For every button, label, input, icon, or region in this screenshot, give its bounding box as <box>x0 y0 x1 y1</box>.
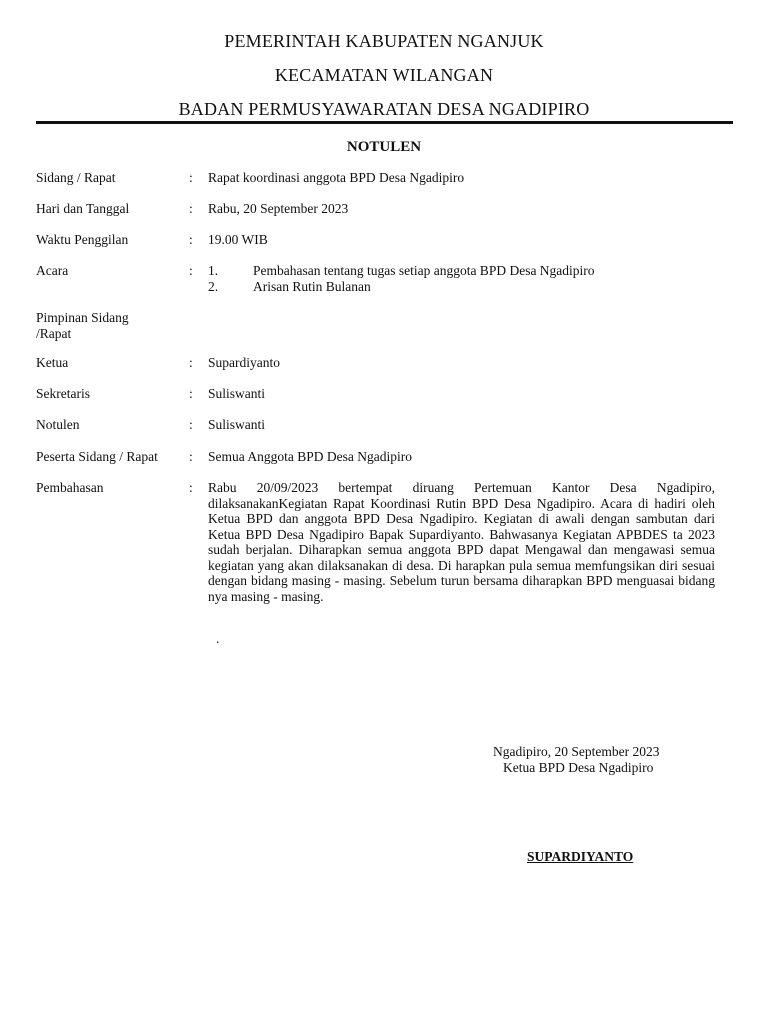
field-label: Ketua <box>36 355 69 370</box>
field-colon: : <box>189 386 193 401</box>
page-title: NOTULEN <box>346 139 422 155</box>
field-label: Pimpinan Sidang <box>36 310 129 325</box>
field-value: Suliswanti <box>208 417 266 432</box>
field-label: Sekretaris <box>36 386 90 401</box>
field-value: Supardiyanto <box>208 355 280 370</box>
agenda-number: 1. <box>208 263 219 278</box>
signature-place-date: Ngadipiro, 20 September 2023 <box>493 744 660 759</box>
field-colon: : <box>189 417 193 432</box>
field-value: 19.00 WIB <box>208 232 268 247</box>
header-institution: BADAN PERMUSYAWARATAN DESA NGADIPIRO <box>178 99 590 119</box>
trailing-dot: . <box>216 631 220 646</box>
field-colon: : <box>189 263 193 278</box>
agenda-number: 2. <box>208 279 219 294</box>
field-colon: : <box>189 480 193 495</box>
field-pembahasan <box>0 480 768 620</box>
field-value: Semua Anggota BPD Desa Ngadipiro <box>208 449 412 464</box>
agenda-item: Pembahasan tentang tugas setiap anggota BPD Desa Ngadipiro <box>253 263 595 278</box>
field-colon: : <box>189 355 193 370</box>
field-label: Pembahasan <box>36 480 104 495</box>
discussion-text: Rabu 20/09/2023 bertempat diruang Pertemuan Kantor Desa Ngadipiro, dilaksanakanKegiatan Rapat Koordinasi Rutin BPD Desa Ngadipiro. Acara di hadiri oleh Ketua BPD dan anggota BPD Desa Ngadipiro. Kegiatan di awali dengan sambutan dari Ketua BPD Desa Ngadipiro Bapak Supardiyanto. Bahwasanya Kegiatan APBDES ta 2023 sudah berjalan. Diharapkan semua anggota BPD dapat Mengawal dan mengawasi semua kegiatan yang akan dilaksanakan di desa. Di harapkan pula semua memfungsikan diri sesuai dengan bidang masing - masing. Sebelum turun bersama diharapkan BPD menguasai bidang nya masing - masing. <box>208 480 715 604</box>
field-label: Peserta Sidang / Rapat <box>36 449 158 464</box>
field-label: Hari dan Tanggal <box>36 201 130 216</box>
field-label: /Rapat <box>36 326 72 341</box>
field-label: Notulen <box>36 417 80 432</box>
field-colon: : <box>189 170 193 185</box>
agenda-item: Arisan Rutin Bulanan <box>253 279 371 294</box>
field-label: Acara <box>36 263 69 278</box>
field-label: Sidang / Rapat <box>36 170 116 185</box>
field-colon: : <box>189 232 193 247</box>
header-district: KECAMATAN WILANGAN <box>274 65 494 85</box>
field-value: Suliswanti <box>208 386 266 401</box>
header-divider <box>36 121 733 124</box>
field-colon: : <box>189 201 193 216</box>
signature-name: SUPARDIYANTO <box>527 849 634 864</box>
header-government: PEMERINTAH KABUPATEN NGANJUK <box>224 31 544 51</box>
signature-role: Ketua BPD Desa Ngadipiro <box>503 760 654 775</box>
field-label: Waktu Penggilan <box>36 232 129 247</box>
field-value: Rapat koordinasi anggota BPD Desa Ngadipiro <box>208 170 465 185</box>
field-colon: : <box>189 449 193 464</box>
field-value: Rabu, 20 September 2023 <box>208 201 349 216</box>
